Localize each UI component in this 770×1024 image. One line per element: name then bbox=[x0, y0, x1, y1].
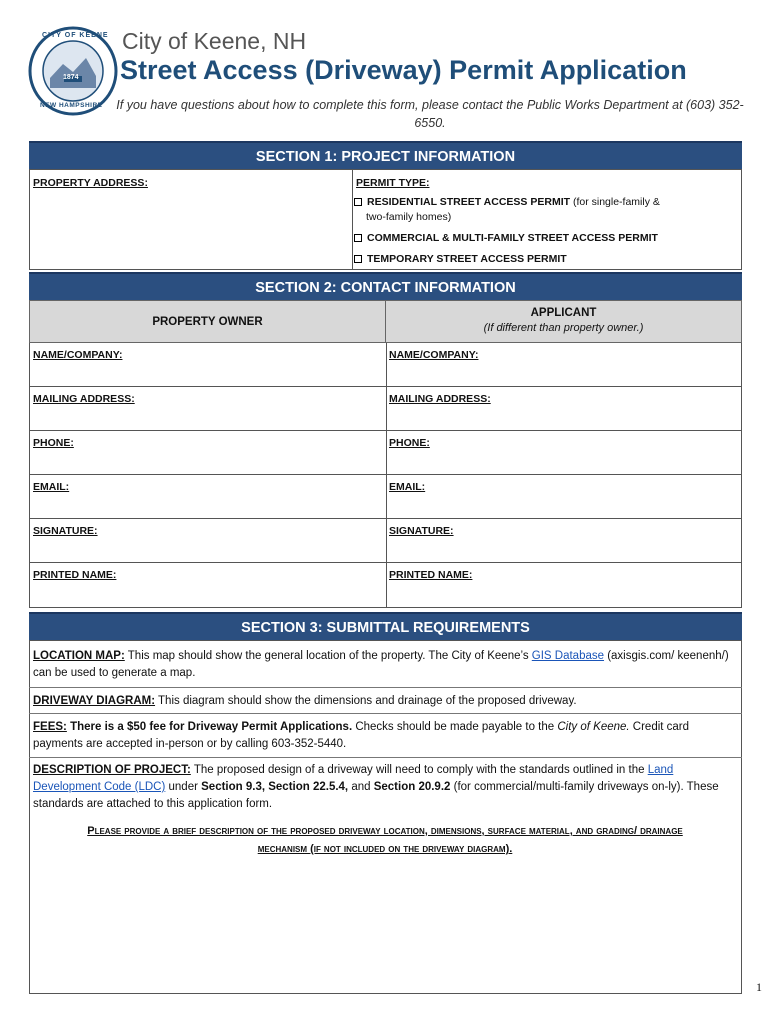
fees-bold-text: There is a $50 fee for Driveway Permit Applications. bbox=[66, 721, 353, 733]
applicant-field-label: SIGNATURE: bbox=[389, 525, 454, 537]
applicant-header bbox=[385, 300, 742, 343]
applicant-field-label: EMAIL: bbox=[389, 481, 426, 493]
permit-option-temporary[interactable]: TEMPORARY STREET ACCESS PERMIT bbox=[354, 253, 567, 265]
owner-field-row[interactable] bbox=[29, 475, 386, 519]
page-number: 1 bbox=[756, 980, 762, 994]
driveway-diagram-text: This diagram should show the dimensions and drainage of the proposed driveway. bbox=[155, 695, 577, 707]
property-address-label: PROPERTY ADDRESS: bbox=[33, 177, 148, 189]
fees-paragraph bbox=[33, 719, 738, 753]
owner-field-label: SIGNATURE: bbox=[33, 525, 98, 537]
description-label: DESCRIPTION OF PROJECT: bbox=[33, 764, 191, 776]
fees-payee: City of Keene. bbox=[557, 721, 630, 733]
permit-option-residential[interactable]: RESIDENTIAL STREET ACCESS PERMIT (for single-family & bbox=[354, 196, 660, 208]
divider bbox=[29, 757, 742, 758]
owner-field-row[interactable] bbox=[29, 387, 386, 431]
owner-field-row[interactable] bbox=[29, 519, 386, 563]
applicant-header-note: (If different than property owner.) bbox=[483, 322, 644, 334]
location-map-label: LOCATION MAP: bbox=[33, 650, 125, 662]
owner-field-row[interactable] bbox=[29, 343, 386, 387]
divider bbox=[29, 713, 742, 714]
location-map-text: This map should show the general location of the property. The City of Keene’s bbox=[124, 650, 532, 662]
description-text-4: (for commercial/multi-family driveways on-ly). These standards are attached to this application form. bbox=[33, 781, 719, 810]
applicant-field-row[interactable] bbox=[385, 563, 742, 607]
description-text-2: under bbox=[165, 781, 202, 793]
owner-field-label: MAILING ADDRESS: bbox=[33, 393, 135, 405]
applicant-field-row[interactable] bbox=[385, 387, 742, 431]
city-name: City of Keene, NH bbox=[122, 28, 307, 54]
owner-field-row[interactable] bbox=[29, 563, 386, 607]
section1-title: SECTION 1: PROJECT INFORMATION bbox=[29, 141, 742, 169]
applicant-field-label: MAILING ADDRESS: bbox=[389, 393, 491, 405]
applicant-field-label: NAME/COMPANY: bbox=[389, 349, 479, 361]
section3-title: SECTION 3: SUBMITTAL REQUIREMENTS bbox=[29, 612, 742, 640]
permit-type-label: PERMIT TYPE: bbox=[356, 177, 430, 189]
applicant-field-label: PHONE: bbox=[389, 437, 430, 449]
seal-top-text: CITY OF KEENE bbox=[42, 32, 109, 39]
permit-option-residential-note: two-family homes) bbox=[366, 211, 452, 223]
seal-bottom-text: NEW HAMPSHIRE bbox=[40, 102, 103, 109]
owner-field-label: PRINTED NAME: bbox=[33, 569, 117, 581]
owner-field-row[interactable] bbox=[29, 431, 386, 475]
seal-year: 1874 bbox=[63, 74, 79, 81]
description-input[interactable] bbox=[33, 862, 738, 990]
location-map-paragraph bbox=[33, 648, 738, 682]
driveway-diagram-label: DRIVEWAY DIAGRAM: bbox=[33, 695, 156, 707]
owner-field-label: EMAIL: bbox=[33, 481, 70, 493]
applicant-field-row[interactable] bbox=[385, 475, 742, 519]
gis-database-link[interactable]: GIS Database bbox=[531, 650, 605, 662]
owner-header: PROPERTY OWNER bbox=[29, 300, 386, 343]
driveway-diagram-paragraph bbox=[33, 693, 738, 710]
section2-title: SECTION 2: CONTACT INFORMATION bbox=[29, 272, 742, 300]
page-subtitle: If you have questions about how to complete this form, please contact the Public Works Department at (603) 352-6550. bbox=[116, 98, 744, 130]
fees-text: Checks should be made payable to the bbox=[352, 721, 558, 733]
applicant-field-row[interactable] bbox=[385, 431, 742, 475]
permit-option-commercial[interactable]: COMMERCIAL & MULTI-FAMILY STREET ACCESS PERMIT bbox=[354, 232, 658, 244]
fees-text-2: Credit card payments are accepted in-person or by calling 603-352-5440. bbox=[33, 721, 690, 750]
checkbox[interactable] bbox=[354, 255, 362, 263]
property-address-input[interactable] bbox=[33, 192, 343, 266]
fees-label: FEES: bbox=[33, 721, 67, 733]
description-paragraph bbox=[33, 762, 738, 813]
ldc-link[interactable]: Land Development Code (LDC) bbox=[33, 764, 674, 793]
applicant-field-row[interactable] bbox=[385, 519, 742, 563]
owner-field-label: PHONE: bbox=[33, 437, 74, 449]
description-instruction: Please provide a brief description of the proposed driveway location, dimensions, surface material, and grading/ drainage mechanism (if not included on the driveway diagram). bbox=[87, 825, 683, 855]
owner-field-label: NAME/COMPANY: bbox=[33, 349, 123, 361]
checkbox[interactable] bbox=[354, 234, 362, 242]
description-section-2: Section 20.9.2 bbox=[373, 781, 451, 793]
applicant-field-row[interactable] bbox=[385, 343, 742, 387]
page-title: Street Access (Driveway) Permit Application bbox=[120, 55, 687, 85]
divider bbox=[29, 687, 742, 688]
applicant-header-label: APPLICANT bbox=[530, 307, 597, 319]
description-sections: Section 9.3, Section 22.5.4, bbox=[201, 781, 349, 793]
description-text-3: and bbox=[348, 781, 374, 793]
city-seal bbox=[28, 26, 118, 116]
applicant-field-label: PRINTED NAME: bbox=[389, 569, 473, 581]
location-map-text-2: (axisgis.com/ keenenh/) can be used to generate a map. bbox=[33, 650, 729, 679]
description-text: The proposed design of a driveway will need to comply with the standards outlined in the bbox=[190, 764, 648, 776]
checkbox[interactable] bbox=[354, 198, 362, 206]
